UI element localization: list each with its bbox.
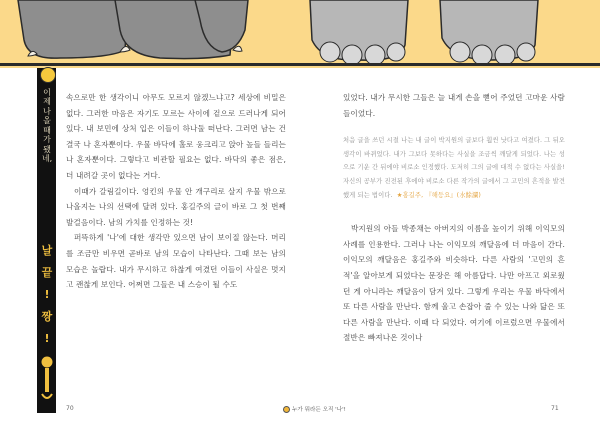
side-line-2: 나올 bbox=[43, 107, 51, 125]
side-vertical-text bbox=[41, 88, 53, 164]
left-page-number: 70 bbox=[66, 405, 74, 412]
running-footer bbox=[283, 405, 346, 413]
footer-dot-icon bbox=[283, 406, 290, 413]
right-paragraph-2: 박지원의 아들 박종채는 아버지의 이름을 높이기 위해 이익모의 사례를 인용한다. 그러나 나는 이익모의 깨달음에 더 마음이 간다. 이익모의 깨달음은 홍길주와 비슷하다. 다른 사람의 '고민의 흔적'을 알아보게 되었다는 문장은 해 아름답다. 나만 아프고 외로웠던 게 아니라는 깨달음이 담겨 있다. 그렇게 우리는 우물 바닥에서 또 다른 사람을 만난다. 함께 울고 손잡아 줄 수 있는 나와 닮은 또 다른 사람을 만난다. 이때 다 되었다. 여기에 이르렀으면 우물에서 절반은 빠져나온 것이나 bbox=[343, 224, 565, 343]
top-illustration bbox=[0, 0, 600, 68]
animal-feet-illustration bbox=[0, 0, 600, 68]
quote-block bbox=[343, 134, 565, 202]
right-page-text bbox=[343, 90, 565, 346]
left-paragraph-3: 퍼뜩하게 '나'에 대한 생각만 있으면 남이 보이질 않는다. 머리를 조금만 비우면 곧바로 남의 모습이 나타난다. 그때 보는 남의 모습은 놀랍다. 내가 무시하고 하찮게 여겼던 이들이 사실은 멋지고 괜찮게 보인다. 어쩌면 그들은 내 스승이 될 수도 bbox=[66, 233, 286, 290]
side-big-4: 짱 bbox=[41, 310, 53, 323]
side-line-4: 됐네, bbox=[41, 145, 53, 163]
ground-line bbox=[0, 63, 600, 66]
quote-text: 처음 글을 쓰던 시절 나는 내 글이 박지원의 글보다 훨씬 낫다고 여겼다. 그 뒤오 생각이 바뀌었다. 내가 그보다 못하다는 사실을 조금씩 깨달게 되었다. 나는 성으로 기운 간 뒤에야 비로소 인정했다. 도저히 그의 글에 대적 수 없다는 사실을! 자신의 공부가 진전된 후에야 비로소 다른 작가의 글에서 그 고민의 흔적을 발견했게 되는 법이다. bbox=[343, 137, 565, 199]
right-page-number: 71 bbox=[551, 405, 559, 412]
side-line-3: 때가 bbox=[43, 126, 51, 144]
side-line-1: 이제 bbox=[43, 88, 51, 106]
left-page-text bbox=[66, 90, 286, 293]
side-big-2: 끝 bbox=[41, 266, 53, 279]
left-paragraph-2: 이때가 갈림길이다. 엉킨의 우물 안 개구리로 살지 우물 밖으로 나올지는 나의 선택에 달려 있다. 홍길주의 글이 바로 그 첫 번째 발걸음이다. 남의 가치를 인정하는 것! bbox=[66, 186, 286, 227]
quote-source: ★홍길주, 『해등요』(水餘瀾) bbox=[394, 191, 481, 199]
footer-title-text: 누가 뭐라든 오직 '나'! bbox=[292, 407, 346, 413]
side-big-3: ! bbox=[44, 288, 50, 301]
smiley-icon bbox=[40, 67, 56, 83]
side-big-1: 날 bbox=[41, 244, 53, 257]
right-paragraph-1: 있었다. 내가 무시한 그들은 늘 내게 손을 뻗어 주었던 고마운 사람들이었다. bbox=[343, 93, 565, 118]
left-paragraph-1: 속으로만 한 생각이니 아무도 모르지 않겠느냐고? 세상에 비밀은 없다. 그러한 마음은 자기도 모르는 사이에 겉으로 드러나게 되어 있다. 내 보민에 상처 입은 이들이 하나둘 떠난다. 그러면 남는 건 결국 나 혼자뿐이다. 우물 바닥에 홀로 웅크리고 앉아 높들 들리는 나 혼자뿐이다. 그렇다고 비관할 필요는 없다. 바닥의 좋은 점은, 더 내려갈 곳이 없다는 거다. bbox=[66, 93, 286, 180]
little-character-icon bbox=[39, 352, 55, 408]
side-vertical-title bbox=[41, 245, 53, 355]
side-big-5: ! bbox=[44, 332, 50, 345]
